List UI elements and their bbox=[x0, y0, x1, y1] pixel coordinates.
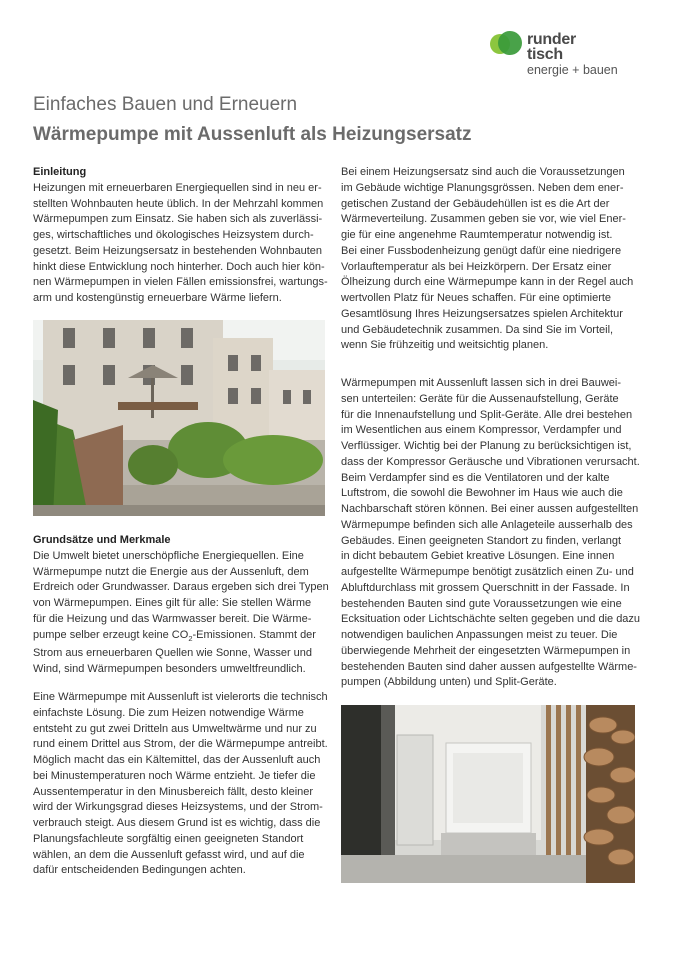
section-einleitung bbox=[33, 165, 328, 307]
text-line: im Wesentlichen aus einem Kompressor, Verdampfer und bbox=[341, 424, 622, 437]
text-line: Eine Wärmepumpe mit Aussenluft ist vielerorts die technisch bbox=[33, 691, 328, 703]
text-line: für die Innenaufstellung und Split-Geräte. Alle drei bestehen bbox=[341, 408, 633, 421]
text-line: Nachbarschaft stören können. Bei einer aussen aufgestellten bbox=[341, 503, 639, 515]
text-line: Strom aus erneuerbaren Quellen wie Sonne, Wasser und bbox=[33, 647, 313, 660]
logo-line-2: tisch bbox=[527, 46, 563, 63]
section-heading: Grundsätze und Merkmale bbox=[33, 534, 171, 546]
text-line: Beim Verdampfer sind es die Ventilatoren und der kalte bbox=[341, 471, 610, 484]
building-photo bbox=[33, 320, 325, 516]
page-kicker: Einfaches Bauen und Erneuern bbox=[33, 94, 298, 115]
text-line: dass der Kompressor Geräusche und Vibrationen verursacht. bbox=[341, 455, 640, 468]
text-line: wertvollen Platz für Neues schaffen. Für eine optimierte bbox=[341, 292, 612, 304]
text-line: Abluftdurchlass mit grossem Querschnitt in der Fassade. In bbox=[341, 581, 630, 594]
text-line: Heizungen mit erneuerbaren Energiequellen sind in neu er- bbox=[33, 181, 322, 194]
text-line: Luftstrom, die sowohl die Bewohner im Haus wie auch die bbox=[341, 487, 623, 500]
text-line: hinkt diese Entwicklung noch hinterher. Doch auch hier kön- bbox=[33, 260, 325, 273]
text-line: Wärmeverteilung. Zusammen geben sie vor, wie viel Ener- bbox=[341, 213, 626, 226]
text-line: entsteht zu gut zwei Dritteln aus Umweltwärme und nur zu bbox=[33, 722, 317, 735]
text-line: ges, wirtschaftliches und ökologisches Heizsystem durch- bbox=[33, 229, 314, 241]
co2-post: -Emissionen. Stammt der bbox=[192, 628, 316, 641]
text-line: arm und kostengünstig erneuerbare Wärme liefern. bbox=[33, 292, 282, 304]
text-line: pumpen (Abbildung unten) und Split-Geräte. bbox=[341, 676, 557, 689]
text-line: notwendigen baulichen Anpassungen meist zu teuer. Die bbox=[341, 629, 618, 641]
text-line: Aussentemperatur in den Minusbereich fällt, desto kleiner bbox=[33, 785, 314, 798]
text-line: stellten Wohnbauten heute üblich. In der Mehrzahl kommen bbox=[33, 197, 324, 210]
text-line: rund einem Drittel aus Strom, der die Wärmepumpe antreibt. bbox=[33, 738, 328, 751]
text-line: Wind, sind Wärmepumpen besonders umweltfreundlich. bbox=[33, 663, 306, 676]
text-line: bestehenden Bauten sind gute Voraussetzungen wie eine bbox=[341, 597, 622, 610]
text-line: Ecksituation oder Lichtschächte selten gegeben und die dazu bbox=[341, 613, 641, 626]
section-aussenluft bbox=[33, 690, 328, 879]
text-line: einfachste Lösung. Die zum Heizen notwendige Wärme bbox=[33, 706, 304, 719]
text-line: nen Wärmepumpen in vielen Fällen emissionsfrei, wartungs- bbox=[33, 276, 328, 289]
text-line-co2 bbox=[33, 628, 325, 647]
text-line: Wärmepumpen zum Einsatz. Sie haben sich als zuverlässi- bbox=[33, 213, 323, 226]
text-line: aufgestellte Wärmepumpe benötigt zusätzlich einen Zu- und bbox=[341, 566, 634, 578]
text-line: Möglich macht das ein Kältemittel, das der Aussenluft auch bbox=[33, 754, 321, 766]
text-line: wenn Sie frühzeitig und weitsichtig planen. bbox=[341, 339, 549, 352]
text-line: gesetzt. Beim Heizungsersatz in bestehenden Wohnbauten bbox=[33, 244, 323, 257]
page-title: Wärmepumpe mit Aussenluft als Heizungsersatz bbox=[33, 124, 472, 145]
text-line: Bei einer Fussbodenheizung genügt dafür eine niedrigere bbox=[341, 244, 622, 257]
logo bbox=[489, 26, 639, 86]
text-line: Die Umwelt bietet unerschöpfliche Energiequellen. Eine bbox=[33, 549, 304, 562]
text-line: im Gebäude wichtige Planungsgrössen. Neben dem ener- bbox=[341, 181, 624, 194]
logo-line-1: runder bbox=[527, 31, 576, 48]
section-voraussetzungen bbox=[341, 165, 635, 354]
text-line: verbrauch steigt. Aus diesem Grund ist es wichtig, dass die bbox=[33, 817, 321, 829]
section-grundsaetze bbox=[33, 533, 329, 678]
text-line: sen unterteilen: Geräte für die Aussenaufstellung, Geräte bbox=[341, 392, 619, 405]
text-line: für die Heizung und das Warmwasser bereit. Die Wärme- bbox=[33, 612, 312, 625]
text-line: Ölheizung durch eine Wärmepumpe kann in der Regel auch bbox=[341, 276, 634, 289]
text-line: bei Minustemperaturen noch Wärme entzieht. Je tiefer die bbox=[33, 769, 316, 782]
text-line: Wärmepumpe befinden sich alle Anlageteile ausserhalb des bbox=[341, 518, 633, 531]
text-line: Bei einem Heizungsersatz sind auch die Voraussetzungen bbox=[341, 166, 625, 178]
logo-circles-icon bbox=[489, 28, 525, 60]
text-line: und Gebäudetechnik zusammen. Da sind Sie im Vorteil, bbox=[341, 323, 614, 336]
text-line: Erdreich oder Grundwasser. Daraus ergeben sich drei Typen bbox=[33, 581, 329, 594]
text-line: wird der Wirkungsgrad dieses Heizsystems, und der Strom- bbox=[33, 801, 323, 814]
text-line: Planungsfachleute sorgfältig einen geeigneten Standort bbox=[33, 832, 304, 845]
text-line: Wärmepumpe nutzt die Energie aus der Aussenluft, dem bbox=[33, 565, 309, 578]
text-line: bestehenden Bauten sind daher aussen aufgestellte Wärme- bbox=[341, 660, 637, 673]
co2-subscript: 2 bbox=[188, 633, 193, 643]
text-line: gie für eine angenehme Raumtemperatur notwendig ist. bbox=[341, 229, 613, 241]
section-bauweisen bbox=[341, 376, 641, 691]
text-line: Verflüssiger. Wichtig bei der Planung zu berücksichtigen ist, bbox=[341, 440, 632, 452]
text-line: dafür entscheidenden Bedingungen achten. bbox=[33, 864, 246, 877]
section-heading: Einleitung bbox=[33, 166, 87, 178]
text-line: Gesamtlösung Ihres Heizungsersatzes spielen Architektur bbox=[341, 307, 623, 320]
text-line: Gebäudes. Einen geeigneten Standort zu finden, verlangt bbox=[341, 534, 622, 547]
text-line: getischen Zustand der Gebäudehüllen ist es die Art der bbox=[341, 197, 610, 210]
heat-pump-photo bbox=[341, 705, 635, 883]
co2-pre: pumpe selber erzeugt keine CO bbox=[33, 628, 189, 641]
text-line: Vorlauftemperatur als bei Heizkörpern. Der Ersatz einer bbox=[341, 260, 612, 273]
text-line: in dicht bebautem Gebiet kreative Lösungen. Eine innen bbox=[341, 550, 615, 563]
text-line: von Wärmepumpen. Eines gilt für alle: Sie stellen Wärme bbox=[33, 597, 312, 609]
text-line: Wärmepumpen mit Aussenluft lassen sich in drei Bauwei- bbox=[341, 377, 622, 389]
text-line: wählen, an dem die Aussenluft gefasst wird, und auf die bbox=[33, 848, 305, 861]
logo-line-3: energie + bauen bbox=[527, 63, 618, 77]
text-line: überwiegende Mehrheit der eingesetzten Wärmepumpen in bbox=[341, 644, 631, 657]
